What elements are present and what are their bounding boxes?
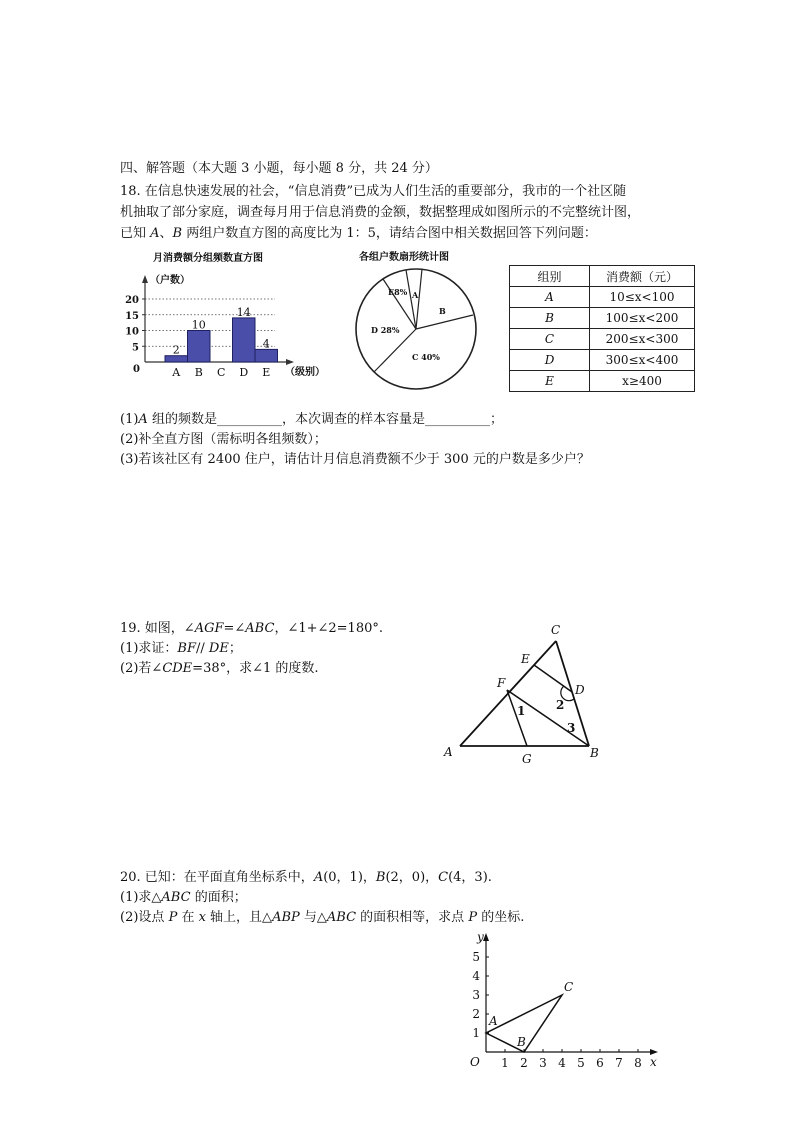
frequency-histogram <box>120 245 350 385</box>
q20-part-2: (2)设点 P 在 x 轴上，且△ABP 与△ABC 的面积相等，求点 P 的坐标. <box>120 910 525 925</box>
table-cell-amount: 300≤x<400 <box>590 350 695 371</box>
coord-y-tick-label: 5 <box>472 950 480 964</box>
q19-part-1: (1)求证：BF// DE； <box>120 641 242 656</box>
pie-chart <box>352 245 482 395</box>
point-label-f: F <box>497 676 506 690</box>
coord-x-tick-label: 8 <box>634 1056 642 1070</box>
segment-fb <box>507 690 589 746</box>
coord-x-tick-label: 2 <box>520 1056 528 1070</box>
angle-label-2: 2 <box>556 698 565 712</box>
coord-x-tick-label: 4 <box>558 1056 566 1070</box>
histogram-ylabel: （户数） <box>150 275 190 286</box>
coord-point-c-label: C <box>564 980 574 994</box>
histogram-y-tick-label: 5 <box>132 342 139 354</box>
section-heading: 四、解答题（本大题 3 小题，每小题 8 分，共 24 分） <box>120 161 438 176</box>
coord-y-tick-label: 4 <box>472 969 480 983</box>
coord-x-tick-label: 3 <box>539 1056 547 1070</box>
q20-part-1: (1)求△ABC 的面积； <box>120 890 247 905</box>
table-cell-group: B <box>510 308 590 329</box>
histogram-bar-b <box>188 331 211 363</box>
histogram-y-arrow <box>142 275 148 283</box>
table-header-amount: 消费额（元） <box>590 266 695 287</box>
table-row <box>510 371 695 392</box>
q19-line-1: 19. 如图，∠AGF=∠ABC，∠1+∠2=180°. <box>120 621 383 636</box>
q19-part-2: (2)若∠CDE=38°，求∠1 的度数. <box>120 661 319 676</box>
coord-x-tick-label: 6 <box>596 1056 604 1070</box>
table-header-group: 组别 <box>510 266 590 287</box>
histogram-value-label: 10 <box>191 318 206 332</box>
q18-line-3: 已知 A、B 两组户数直方图的高度比为 1：5，请结合图中相关数据回答下列问题： <box>120 226 597 241</box>
table-cell-group: D <box>510 350 590 371</box>
pie-label-e: E8% <box>388 287 408 297</box>
histogram-value-label: 14 <box>236 305 251 319</box>
coord-y-tick-label: 3 <box>472 988 480 1002</box>
coord-x-tick-label: 1 <box>501 1056 509 1070</box>
histogram-x-arrow <box>286 359 294 365</box>
coord-origin-label: O <box>470 1055 480 1069</box>
triangle-figure <box>440 620 610 770</box>
pie-label-c: C 40% <box>412 352 440 362</box>
table-cell-amount: 200≤x<300 <box>590 329 695 350</box>
point-label-e: E <box>521 652 530 666</box>
segment-ed <box>534 665 572 692</box>
table-row <box>510 350 695 371</box>
histogram-y-tick-label: 20 <box>125 295 139 306</box>
coord-x-tick-label: 7 <box>615 1056 623 1070</box>
histogram-y-tick-label: 10 <box>125 326 139 338</box>
coord-y-label: y <box>477 930 484 944</box>
pie-label-d: D 28% <box>371 325 400 335</box>
histogram-value-label: 2 <box>172 343 180 357</box>
histogram-value-label: 4 <box>262 337 270 351</box>
point-label-b: B <box>590 746 599 760</box>
table-cell-group: E <box>510 371 590 392</box>
coord-y-tick-label: 1 <box>472 1026 480 1040</box>
table-row <box>510 287 695 308</box>
coord-point-b-label: B <box>517 1035 526 1049</box>
pie-title: 各组户数扇形统计图 <box>359 252 449 263</box>
coord-x-label: x <box>650 1055 657 1069</box>
histogram-title: 月消费额分组频数直方图 <box>153 253 263 264</box>
pie-label-a: A <box>412 290 419 300</box>
coord-x-tick-label: 5 <box>577 1056 585 1070</box>
histogram-category-label: A <box>172 366 181 379</box>
grouping-table <box>509 265 695 392</box>
coord-point-a-label: A <box>489 1014 498 1028</box>
table-cell-amount: x≥400 <box>590 371 695 392</box>
segment-fg <box>507 690 527 746</box>
table-cell-amount: 100≤x<200 <box>590 308 695 329</box>
histogram-xlabel: （级别） <box>285 367 325 378</box>
q20-line-1: 20. 已知：在平面直角坐标系中，A(0，1)，B(2，0)，C(4，3). <box>120 870 492 885</box>
table-cell-group: C <box>510 329 590 350</box>
q18-line-1: 18. 在信息快速发展的社会，“信息消费”已成为人们生活的重要部分，我市的一个社区随 <box>120 184 627 199</box>
point-label-d: D <box>575 683 585 697</box>
angle-label-3: 3 <box>567 721 576 735</box>
coordinate-graph <box>460 925 670 1075</box>
q18-part-1: (1)A 组的频数是__________，本次调查的样本容量是__________； <box>120 412 503 427</box>
histogram-category-label: D <box>239 366 249 379</box>
histogram-bar-d <box>233 318 256 362</box>
histogram-category-label: E <box>262 366 271 379</box>
angle-label-1: 1 <box>517 704 526 718</box>
table-header-row <box>510 266 695 287</box>
table-row <box>510 329 695 350</box>
point-label-g: G <box>522 752 532 766</box>
table-row <box>510 308 695 329</box>
q18-part-2: (2)补全直方图（需标明各组频数）； <box>120 432 327 447</box>
point-label-a: A <box>444 745 453 759</box>
table-cell-amount: 10≤x<100 <box>590 287 695 308</box>
coord-y-arrow <box>483 933 489 941</box>
pie-label-b: B <box>439 306 446 316</box>
histogram-y-tick-label: 15 <box>125 310 139 322</box>
histogram-zero: 0 <box>133 364 140 375</box>
q18-line-2: 机抽取了部分家庭，调查每月用于信息消费的金额，数据整理成如图所示的不完整统计图， <box>120 205 641 220</box>
histogram-category-label: B <box>194 366 203 379</box>
point-label-c: C <box>551 623 561 637</box>
table-cell-group: A <box>510 287 590 308</box>
coord-y-tick-label: 2 <box>472 1007 480 1021</box>
histogram-bar-e <box>255 349 278 362</box>
q18-part-3: (3)若该社区有 2400 住户，请估计月信息消费额不少于 300 元的户数是多少户？ <box>120 452 590 467</box>
histogram-category-label: C <box>217 366 226 379</box>
